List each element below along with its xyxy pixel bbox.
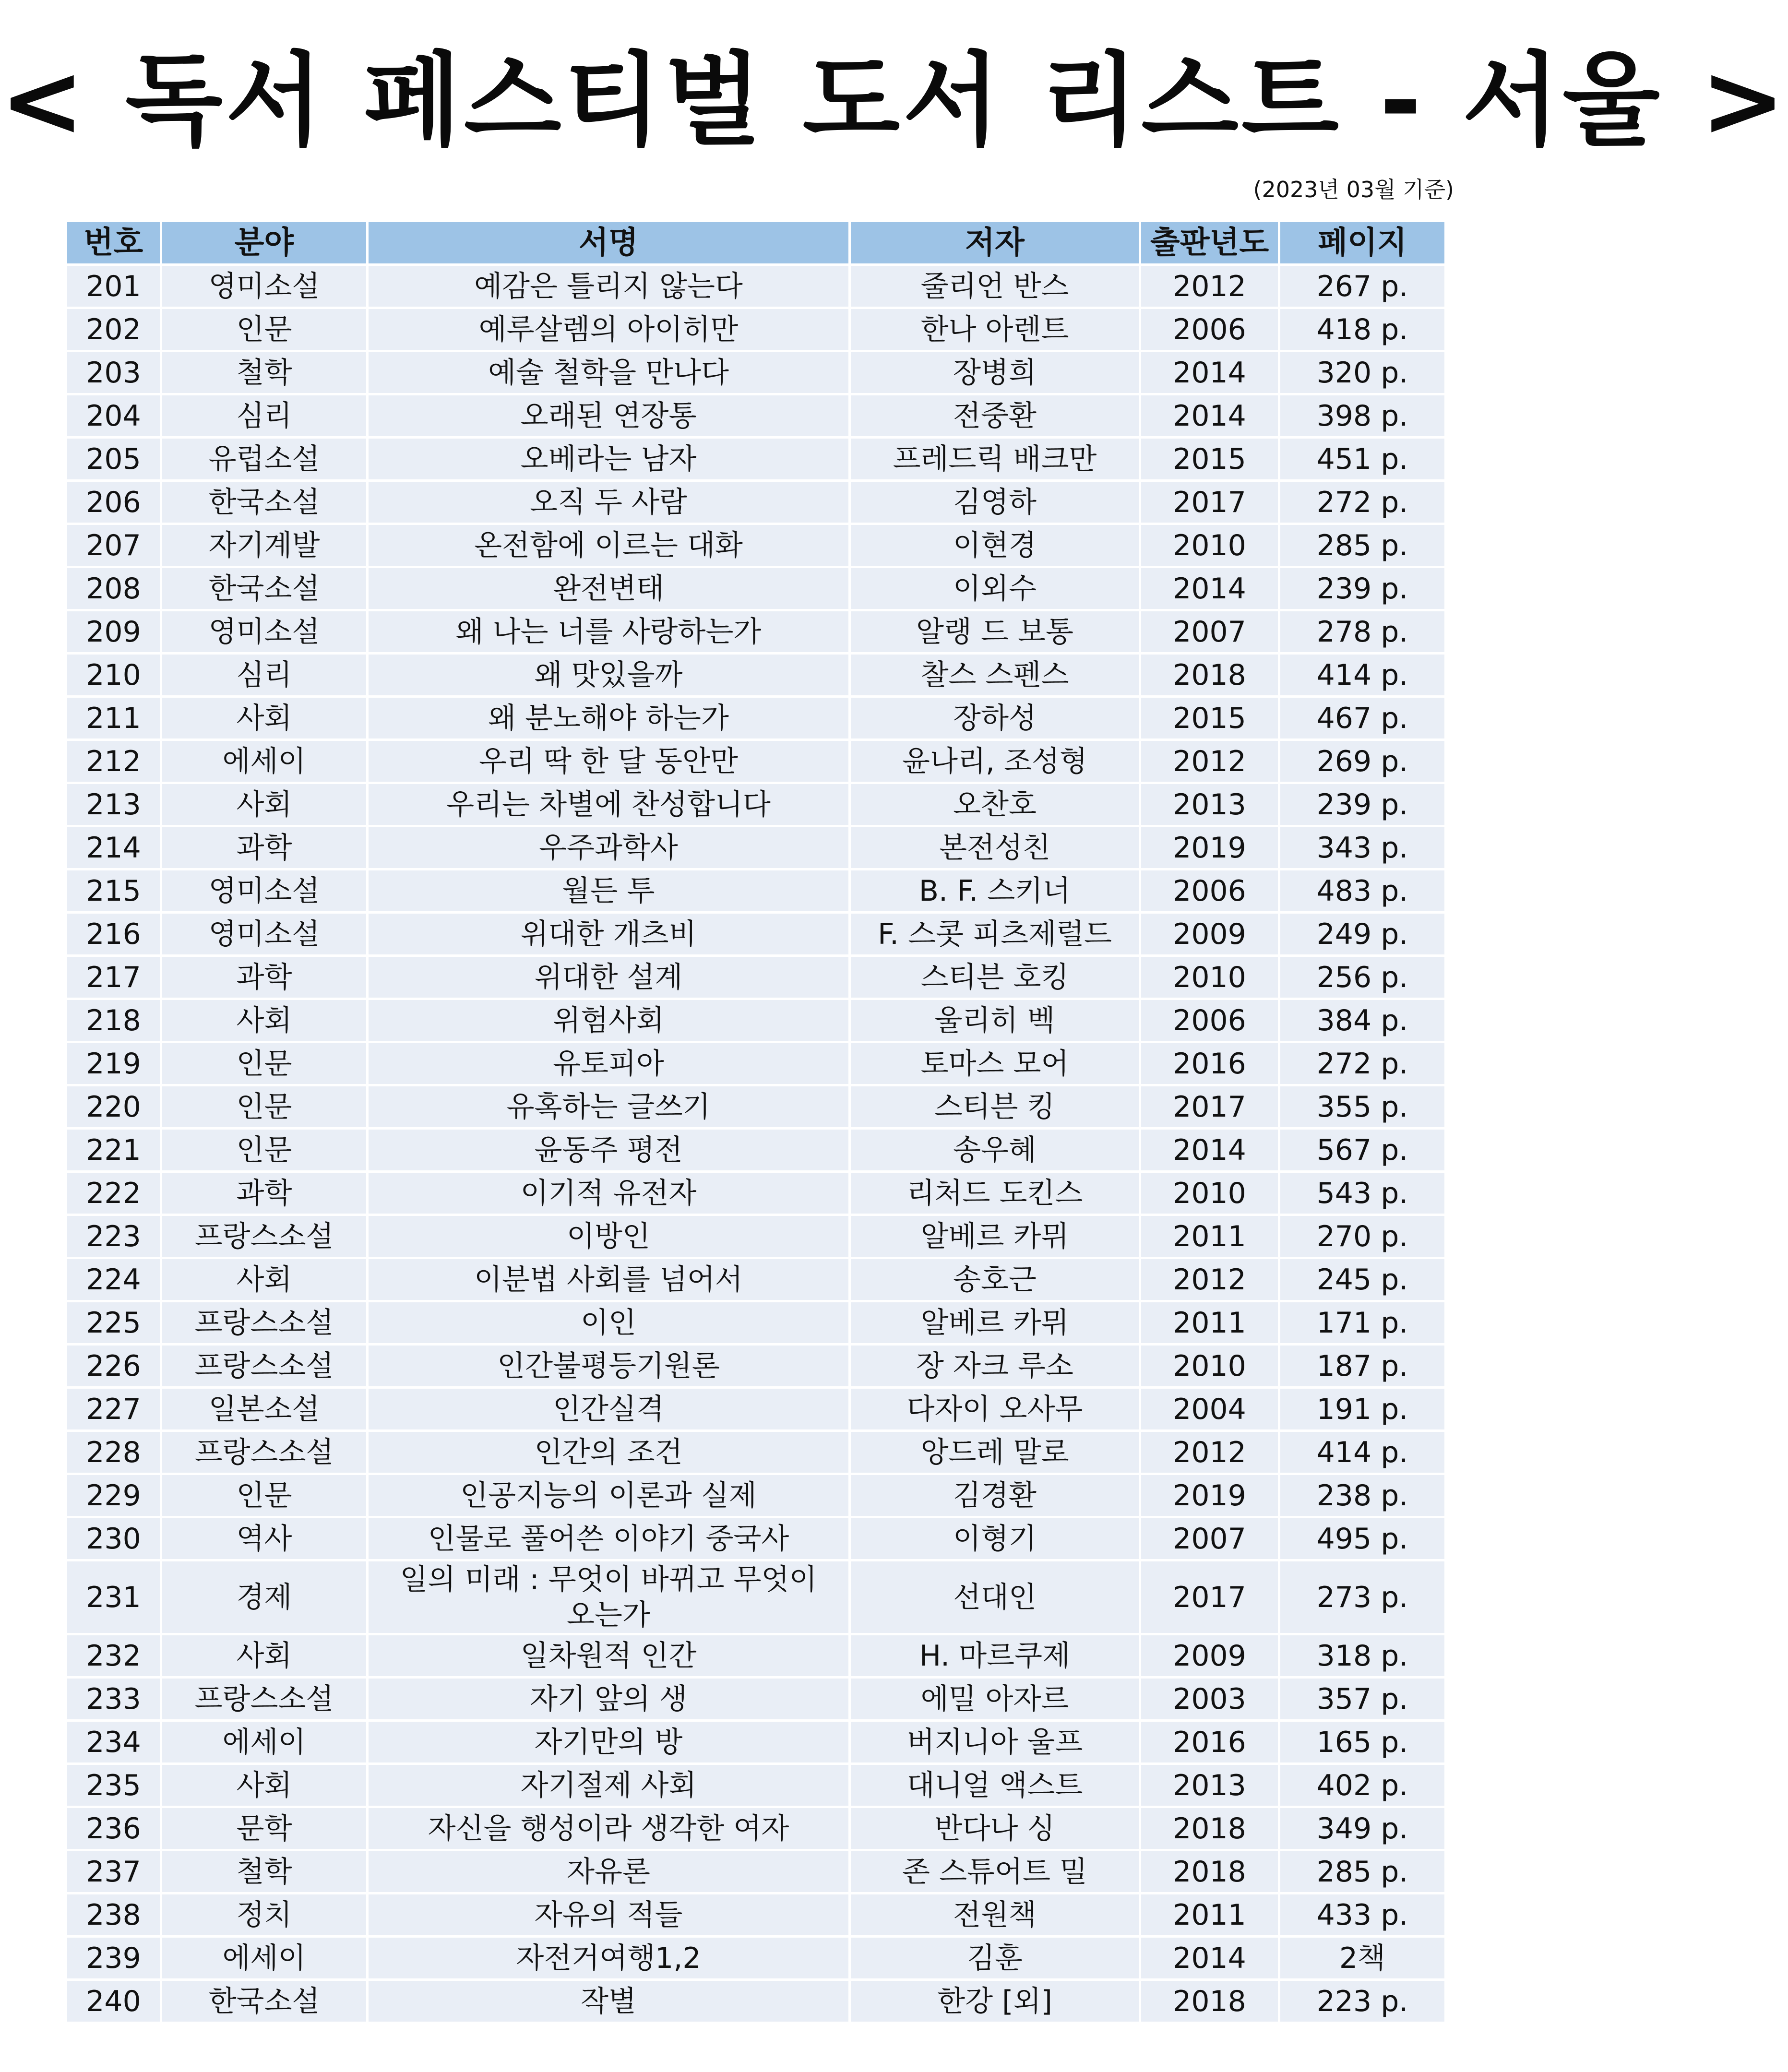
- cell-number: 208: [67, 566, 162, 609]
- cell-author: 김경환: [851, 1473, 1141, 1516]
- cell-author: 이형기: [851, 1516, 1141, 1559]
- cell-publication-year: 2012: [1141, 263, 1280, 307]
- cell-pages: 187 p.: [1280, 1343, 1444, 1386]
- cell-pages: 269 p.: [1280, 738, 1444, 782]
- cell-pages: 270 p.: [1280, 1214, 1444, 1257]
- cell-number: 219: [67, 1041, 162, 1084]
- table-row: [67, 393, 1444, 436]
- cell-pages: 567 p.: [1280, 1127, 1444, 1170]
- cell-book-title: 위대한 설계: [369, 954, 851, 998]
- cell-category: 문학: [162, 1806, 369, 1849]
- reference-date: (2023년 03월 기준): [1253, 177, 1454, 202]
- table-row: [67, 307, 1444, 350]
- cell-author: 다자이 오사무: [851, 1386, 1141, 1429]
- cell-category: 심리: [162, 652, 369, 695]
- cell-author: 전중환: [851, 393, 1141, 436]
- cell-book-title: 우주과학사: [369, 825, 851, 868]
- cell-publication-year: 2018: [1141, 652, 1280, 695]
- header-number: 번호: [67, 222, 162, 263]
- cell-publication-year: 2017: [1141, 1084, 1280, 1127]
- cell-category: 인문: [162, 307, 369, 350]
- cell-publication-year: 2010: [1141, 1170, 1280, 1214]
- cell-author: 반다나 싱: [851, 1806, 1141, 1849]
- cell-author: 알베르 카뮈: [851, 1300, 1141, 1343]
- cell-author: 리처드 도킨스: [851, 1170, 1141, 1214]
- cell-author: 앙드레 말로: [851, 1429, 1141, 1473]
- cell-book-title: 우리 딱 한 달 동안만: [369, 738, 851, 782]
- table-row: [67, 1559, 1444, 1633]
- cell-book-title: 자기만의 방: [369, 1719, 851, 1762]
- cell-pages: 418 p.: [1280, 307, 1444, 350]
- cell-publication-year: 2015: [1141, 695, 1280, 738]
- cell-author: H. 마르쿠제: [851, 1633, 1141, 1676]
- cell-author: 찰스 스펜스: [851, 652, 1141, 695]
- cell-author: F. 스콧 피츠제럴드: [851, 911, 1141, 954]
- table-row: [67, 1935, 1444, 1978]
- cell-book-title: 이방인: [369, 1214, 851, 1257]
- table-row: [67, 263, 1444, 307]
- cell-book-title: 이분법 사회를 넘어서: [369, 1257, 851, 1300]
- cell-publication-year: 2010: [1141, 523, 1280, 566]
- cell-pages: 278 p.: [1280, 609, 1444, 652]
- cell-pages: 414 p.: [1280, 652, 1444, 695]
- cell-author: 윤나리, 조성형: [851, 738, 1141, 782]
- cell-author: 장하성: [851, 695, 1141, 738]
- cell-category: 사회: [162, 1633, 369, 1676]
- cell-number: 213: [67, 782, 162, 825]
- cell-author: 울리히 벡: [851, 998, 1141, 1041]
- cell-author: 전원책: [851, 1892, 1141, 1935]
- header-pages: 페이지: [1280, 222, 1444, 263]
- cell-publication-year: 2014: [1141, 1935, 1280, 1978]
- cell-category: 사회: [162, 1257, 369, 1300]
- cell-publication-year: 2013: [1141, 1762, 1280, 1806]
- cell-publication-year: 2017: [1141, 1559, 1280, 1633]
- table-row: [67, 1892, 1444, 1935]
- cell-category: 과학: [162, 954, 369, 998]
- cell-number: 226: [67, 1343, 162, 1386]
- cell-number: 224: [67, 1257, 162, 1300]
- cell-number: 229: [67, 1473, 162, 1516]
- cell-publication-year: 2014: [1141, 350, 1280, 393]
- table-row: [67, 566, 1444, 609]
- cell-author: 오찬호: [851, 782, 1141, 825]
- cell-book-title: 유토피아: [369, 1041, 851, 1084]
- table-row: [67, 652, 1444, 695]
- cell-publication-year: 2007: [1141, 609, 1280, 652]
- cell-publication-year: 2011: [1141, 1214, 1280, 1257]
- cell-publication-year: 2017: [1141, 479, 1280, 523]
- table-row: [67, 868, 1444, 911]
- cell-author: 김훈: [851, 1935, 1141, 1978]
- cell-publication-year: 2014: [1141, 1127, 1280, 1170]
- cell-number: 205: [67, 436, 162, 479]
- table-row: [67, 1041, 1444, 1084]
- table-row: [67, 609, 1444, 652]
- cell-pages: 433 p.: [1280, 1892, 1444, 1935]
- cell-book-title: 온전함에 이르는 대화: [369, 523, 851, 566]
- cell-author: 장병희: [851, 350, 1141, 393]
- cell-number: 233: [67, 1676, 162, 1719]
- cell-category: 과학: [162, 825, 369, 868]
- cell-category: 인문: [162, 1084, 369, 1127]
- cell-category: 자기계발: [162, 523, 369, 566]
- cell-author: 이외수: [851, 566, 1141, 609]
- book-list-table: [67, 222, 1444, 2022]
- cell-category: 프랑스소설: [162, 1429, 369, 1473]
- cell-pages: 320 p.: [1280, 350, 1444, 393]
- cell-publication-year: 2006: [1141, 307, 1280, 350]
- cell-publication-year: 2010: [1141, 1343, 1280, 1386]
- cell-category: 에세이: [162, 738, 369, 782]
- cell-author: 대니얼 액스트: [851, 1762, 1141, 1806]
- table-row: [67, 1676, 1444, 1719]
- cell-author: 스티븐 킹: [851, 1084, 1141, 1127]
- cell-book-title: 이인: [369, 1300, 851, 1343]
- cell-number: 218: [67, 998, 162, 1041]
- cell-author: 송우혜: [851, 1127, 1141, 1170]
- cell-author: 선대인: [851, 1559, 1141, 1633]
- cell-pages: 272 p.: [1280, 1041, 1444, 1084]
- cell-publication-year: 2011: [1141, 1892, 1280, 1935]
- cell-category: 한국소설: [162, 479, 369, 523]
- cell-number: 207: [67, 523, 162, 566]
- cell-book-title: 완전변태: [369, 566, 851, 609]
- cell-author: 알베르 카뮈: [851, 1214, 1141, 1257]
- cell-publication-year: 2007: [1141, 1516, 1280, 1559]
- cell-author: 본전성친: [851, 825, 1141, 868]
- cell-category: 경제: [162, 1559, 369, 1633]
- cell-pages: 349 p.: [1280, 1806, 1444, 1849]
- cell-number: 231: [67, 1559, 162, 1633]
- cell-pages: 223 p.: [1280, 1978, 1444, 2022]
- cell-number: 236: [67, 1806, 162, 1849]
- table-row: [67, 1762, 1444, 1806]
- cell-publication-year: 2011: [1141, 1300, 1280, 1343]
- cell-book-title: 인공지능의 이론과 실제: [369, 1473, 851, 1516]
- cell-book-title: 인간의 조건: [369, 1429, 851, 1473]
- table-row: [67, 436, 1444, 479]
- cell-publication-year: 2018: [1141, 1806, 1280, 1849]
- cell-author: 스티븐 호킹: [851, 954, 1141, 998]
- cell-category: 영미소설: [162, 911, 369, 954]
- table-row: [67, 1849, 1444, 1892]
- cell-pages: 249 p.: [1280, 911, 1444, 954]
- table-row: [67, 1343, 1444, 1386]
- table-row: [67, 825, 1444, 868]
- cell-number: 206: [67, 479, 162, 523]
- cell-book-title: 예감은 틀리지 않는다: [369, 263, 851, 307]
- cell-category: 철학: [162, 1849, 369, 1892]
- cell-publication-year: 2009: [1141, 1633, 1280, 1676]
- cell-book-title: 오직 두 사람: [369, 479, 851, 523]
- cell-category: 영미소설: [162, 609, 369, 652]
- cell-publication-year: 2016: [1141, 1041, 1280, 1084]
- cell-number: 239: [67, 1935, 162, 1978]
- cell-book-title: 위대한 개츠비: [369, 911, 851, 954]
- table-row: [67, 1214, 1444, 1257]
- cell-publication-year: 2016: [1141, 1719, 1280, 1762]
- cell-book-title: 윤동주 평전: [369, 1127, 851, 1170]
- cell-pages: 191 p.: [1280, 1386, 1444, 1429]
- cell-book-title: 예술 철학을 만나다: [369, 350, 851, 393]
- cell-book-title: 일의 미래 : 무엇이 바뀌고 무엇이 오는가: [369, 1559, 851, 1633]
- table-header-row: [67, 222, 1444, 263]
- cell-category: 사회: [162, 695, 369, 738]
- cell-author: 이현경: [851, 523, 1141, 566]
- cell-book-title: 우리는 차별에 찬성합니다: [369, 782, 851, 825]
- cell-book-title: 이기적 유전자: [369, 1170, 851, 1214]
- cell-pages: 273 p.: [1280, 1559, 1444, 1633]
- cell-category: 역사: [162, 1516, 369, 1559]
- cell-pages: 414 p.: [1280, 1429, 1444, 1473]
- cell-number: 211: [67, 695, 162, 738]
- cell-publication-year: 2018: [1141, 1849, 1280, 1892]
- cell-pages: 239 p.: [1280, 782, 1444, 825]
- cell-number: 230: [67, 1516, 162, 1559]
- cell-book-title: 인물로 풀어쓴 이야기 중국사: [369, 1516, 851, 1559]
- cell-book-title: 자기절제 사회: [369, 1762, 851, 1806]
- table-row: [67, 523, 1444, 566]
- cell-book-title: 인간불평등기원론: [369, 1343, 851, 1386]
- cell-number: 216: [67, 911, 162, 954]
- cell-category: 심리: [162, 393, 369, 436]
- header-publication-year: 출판년도: [1141, 222, 1280, 263]
- table-row: [67, 1719, 1444, 1762]
- cell-category: 철학: [162, 350, 369, 393]
- cell-pages: 239 p.: [1280, 566, 1444, 609]
- cell-category: 한국소설: [162, 566, 369, 609]
- header-category: 분야: [162, 222, 369, 263]
- cell-category: 영미소설: [162, 263, 369, 307]
- cell-publication-year: 2012: [1141, 738, 1280, 782]
- table-body: [67, 263, 1444, 2022]
- cell-pages: 272 p.: [1280, 479, 1444, 523]
- cell-publication-year: 2012: [1141, 1257, 1280, 1300]
- cell-pages: 2책: [1280, 1935, 1444, 1978]
- cell-number: 209: [67, 609, 162, 652]
- cell-category: 프랑스소설: [162, 1676, 369, 1719]
- cell-category: 인문: [162, 1127, 369, 1170]
- cell-category: 일본소설: [162, 1386, 369, 1429]
- cell-author: B. F. 스키너: [851, 868, 1141, 911]
- cell-pages: 267 p.: [1280, 263, 1444, 307]
- table-row: [67, 695, 1444, 738]
- table-row: [67, 1516, 1444, 1559]
- table-row: [67, 954, 1444, 998]
- cell-number: 237: [67, 1849, 162, 1892]
- cell-pages: 285 p.: [1280, 523, 1444, 566]
- table-row: [67, 350, 1444, 393]
- cell-publication-year: 2019: [1141, 825, 1280, 868]
- cell-number: 221: [67, 1127, 162, 1170]
- cell-category: 프랑스소설: [162, 1343, 369, 1386]
- cell-author: 한나 아렌트: [851, 307, 1141, 350]
- table-row: [67, 1386, 1444, 1429]
- cell-book-title: 일차원적 인간: [369, 1633, 851, 1676]
- cell-publication-year: 2014: [1141, 393, 1280, 436]
- cell-pages: 384 p.: [1280, 998, 1444, 1041]
- cell-pages: 343 p.: [1280, 825, 1444, 868]
- cell-number: 204: [67, 393, 162, 436]
- cell-author: 에밀 아자르: [851, 1676, 1141, 1719]
- cell-category: 에세이: [162, 1719, 369, 1762]
- cell-publication-year: 2006: [1141, 998, 1280, 1041]
- cell-number: 240: [67, 1978, 162, 2022]
- cell-number: 227: [67, 1386, 162, 1429]
- cell-book-title: 왜 맛있을까: [369, 652, 851, 695]
- cell-author: 송호근: [851, 1257, 1141, 1300]
- cell-pages: 398 p.: [1280, 393, 1444, 436]
- cell-pages: 543 p.: [1280, 1170, 1444, 1214]
- cell-pages: 357 p.: [1280, 1676, 1444, 1719]
- cell-author: 줄리언 반스: [851, 263, 1141, 307]
- table-row: [67, 1257, 1444, 1300]
- cell-pages: 467 p.: [1280, 695, 1444, 738]
- cell-book-title: 인간실격: [369, 1386, 851, 1429]
- cell-pages: 285 p.: [1280, 1849, 1444, 1892]
- cell-category: 에세이: [162, 1935, 369, 1978]
- cell-book-title: 위험사회: [369, 998, 851, 1041]
- table-row: [67, 479, 1444, 523]
- cell-author: 프레드릭 배크만: [851, 436, 1141, 479]
- cell-number: 220: [67, 1084, 162, 1127]
- cell-publication-year: 2019: [1141, 1473, 1280, 1516]
- cell-author: 장 자크 루소: [851, 1343, 1141, 1386]
- cell-category: 프랑스소설: [162, 1214, 369, 1257]
- cell-number: 223: [67, 1214, 162, 1257]
- cell-publication-year: 2004: [1141, 1386, 1280, 1429]
- cell-number: 214: [67, 825, 162, 868]
- cell-pages: 256 p.: [1280, 954, 1444, 998]
- table-row: [67, 1806, 1444, 1849]
- cell-book-title: 자유의 적들: [369, 1892, 851, 1935]
- cell-pages: 165 p.: [1280, 1719, 1444, 1762]
- cell-category: 인문: [162, 1473, 369, 1516]
- cell-category: 한국소설: [162, 1978, 369, 2022]
- cell-category: 정치: [162, 1892, 369, 1935]
- table-row: [67, 1127, 1444, 1170]
- cell-author: 존 스튜어트 밀: [851, 1849, 1141, 1892]
- cell-number: 225: [67, 1300, 162, 1343]
- cell-number: 202: [67, 307, 162, 350]
- table-row: [67, 1170, 1444, 1214]
- table-row: [67, 1473, 1444, 1516]
- cell-pages: 483 p.: [1280, 868, 1444, 911]
- cell-publication-year: 2010: [1141, 954, 1280, 998]
- cell-publication-year: 2003: [1141, 1676, 1280, 1719]
- cell-publication-year: 2018: [1141, 1978, 1280, 2022]
- table-row: [67, 782, 1444, 825]
- table-row: [67, 1300, 1444, 1343]
- cell-number: 234: [67, 1719, 162, 1762]
- cell-book-title: 왜 나는 너를 사랑하는가: [369, 609, 851, 652]
- cell-book-title: 자전거여행1,2: [369, 1935, 851, 1978]
- cell-author: 토마스 모어: [851, 1041, 1141, 1084]
- cell-category: 과학: [162, 1170, 369, 1214]
- cell-author: 버지니아 울프: [851, 1719, 1141, 1762]
- cell-book-title: 오래된 연장통: [369, 393, 851, 436]
- cell-category: 인문: [162, 1041, 369, 1084]
- cell-book-title: 왜 분노해야 하는가: [369, 695, 851, 738]
- cell-publication-year: 2014: [1141, 566, 1280, 609]
- cell-book-title: 예루살렘의 아이히만: [369, 307, 851, 350]
- cell-category: 유럽소설: [162, 436, 369, 479]
- cell-category: 프랑스소설: [162, 1300, 369, 1343]
- cell-pages: 238 p.: [1280, 1473, 1444, 1516]
- cell-author: 한강 [외]: [851, 1978, 1141, 2022]
- cell-book-title: 유혹하는 글쓰기: [369, 1084, 851, 1127]
- cell-number: 210: [67, 652, 162, 695]
- cell-number: 232: [67, 1633, 162, 1676]
- cell-publication-year: 2009: [1141, 911, 1280, 954]
- cell-category: 영미소설: [162, 868, 369, 911]
- cell-book-title: 월든 투: [369, 868, 851, 911]
- cell-book-title: 자신을 행성이라 생각한 여자: [369, 1806, 851, 1849]
- cell-author: 알랭 드 보통: [851, 609, 1141, 652]
- table-row: [67, 1633, 1444, 1676]
- cell-book-title: 자유론: [369, 1849, 851, 1892]
- cell-number: 201: [67, 263, 162, 307]
- cell-book-title: 작별: [369, 1978, 851, 2022]
- cell-number: 203: [67, 350, 162, 393]
- table-row: [67, 1978, 1444, 2022]
- cell-number: 238: [67, 1892, 162, 1935]
- table-row: [67, 998, 1444, 1041]
- cell-publication-year: 2012: [1141, 1429, 1280, 1473]
- cell-category: 사회: [162, 782, 369, 825]
- cell-book-title: 오베라는 남자: [369, 436, 851, 479]
- cell-number: 228: [67, 1429, 162, 1473]
- cell-book-title: 자기 앞의 생: [369, 1676, 851, 1719]
- table-row: [67, 738, 1444, 782]
- cell-pages: 402 p.: [1280, 1762, 1444, 1806]
- cell-category: 사회: [162, 998, 369, 1041]
- cell-number: 217: [67, 954, 162, 998]
- cell-pages: 495 p.: [1280, 1516, 1444, 1559]
- cell-pages: 171 p.: [1280, 1300, 1444, 1343]
- table-row: [67, 1084, 1444, 1127]
- cell-category: 사회: [162, 1762, 369, 1806]
- table-row: [67, 911, 1444, 954]
- cell-pages: 451 p.: [1280, 436, 1444, 479]
- cell-number: 222: [67, 1170, 162, 1214]
- cell-publication-year: 2015: [1141, 436, 1280, 479]
- cell-number: 212: [67, 738, 162, 782]
- cell-publication-year: 2006: [1141, 868, 1280, 911]
- table-row: [67, 1429, 1444, 1473]
- cell-pages: 318 p.: [1280, 1633, 1444, 1676]
- cell-publication-year: 2013: [1141, 782, 1280, 825]
- cell-number: 235: [67, 1762, 162, 1806]
- document-title: < 독서 페스티벌 도서 리스트 - 서울 >: [0, 42, 1788, 159]
- cell-number: 215: [67, 868, 162, 911]
- cell-author: 김영하: [851, 479, 1141, 523]
- cell-pages: 245 p.: [1280, 1257, 1444, 1300]
- header-author: 저자: [851, 222, 1141, 263]
- cell-pages: 355 p.: [1280, 1084, 1444, 1127]
- header-book-title: 서명: [369, 222, 851, 263]
